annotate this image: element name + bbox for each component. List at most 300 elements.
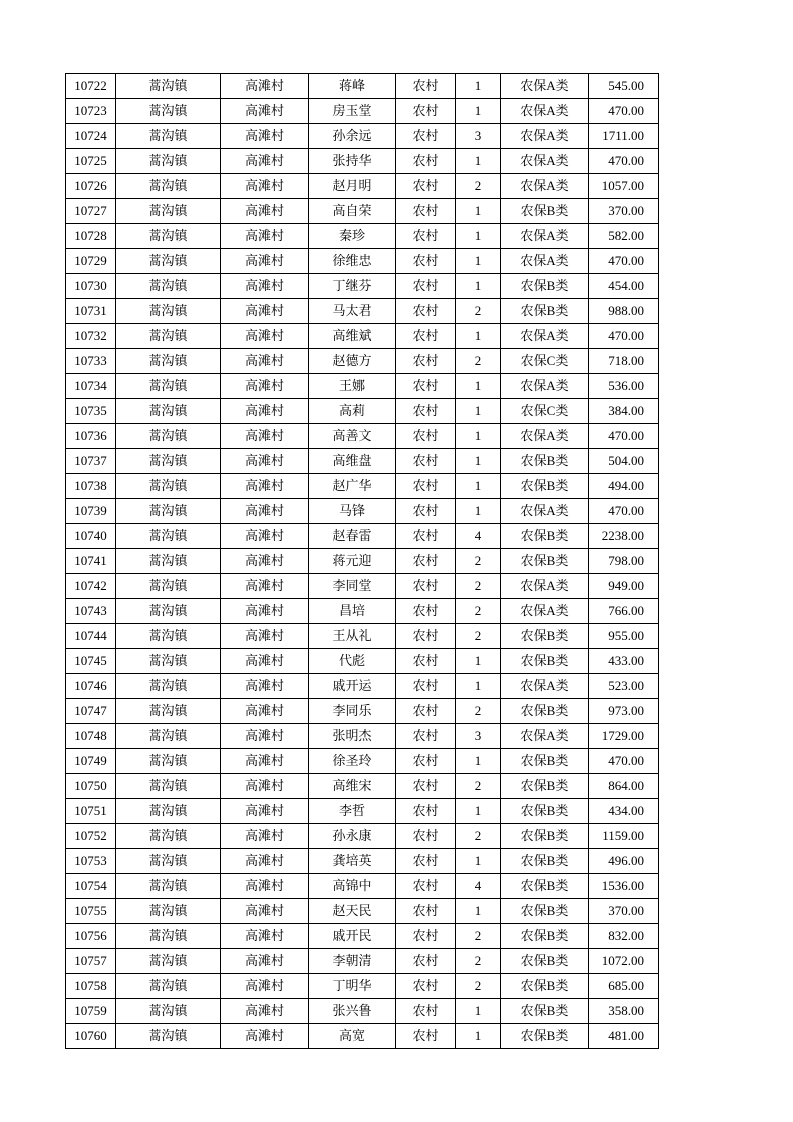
cell-amount: 470.00 — [589, 499, 659, 524]
table-row — [66, 899, 659, 924]
cell-type: 农村 — [396, 524, 456, 549]
cell-name: 徐圣玲 — [309, 749, 396, 774]
cell-town: 蒿沟镇 — [116, 449, 221, 474]
cell-name: 蒋峰 — [309, 74, 396, 99]
table-row — [66, 799, 659, 824]
cell-category: 农保C类 — [501, 349, 589, 374]
cell-village: 高滩村 — [221, 274, 309, 299]
cell-amount: 454.00 — [589, 274, 659, 299]
cell-village: 高滩村 — [221, 899, 309, 924]
table-row — [66, 1024, 659, 1049]
cell-category: 农保B类 — [501, 774, 589, 799]
cell-name: 高莉 — [309, 399, 396, 424]
cell-type: 农村 — [396, 199, 456, 224]
cell-type: 农村 — [396, 474, 456, 499]
cell-name: 蒋元迎 — [309, 549, 396, 574]
cell-amount: 370.00 — [589, 199, 659, 224]
table-row — [66, 424, 659, 449]
cell-village: 高滩村 — [221, 399, 309, 424]
cell-village: 高滩村 — [221, 224, 309, 249]
cell-town: 蒿沟镇 — [116, 549, 221, 574]
cell-name: 张兴鲁 — [309, 999, 396, 1024]
cell-type: 农村 — [396, 499, 456, 524]
table-row — [66, 374, 659, 399]
table-row — [66, 499, 659, 524]
cell-town: 蒿沟镇 — [116, 599, 221, 624]
cell-type: 农村 — [396, 999, 456, 1024]
cell-id: 10725 — [66, 149, 116, 174]
table-row — [66, 124, 659, 149]
cell-category: 农保A类 — [501, 149, 589, 174]
cell-count: 1 — [456, 149, 501, 174]
cell-id: 10750 — [66, 774, 116, 799]
table-row — [66, 149, 659, 174]
cell-category: 农保A类 — [501, 174, 589, 199]
cell-village: 高滩村 — [221, 799, 309, 824]
cell-id: 10729 — [66, 249, 116, 274]
cell-count: 1 — [456, 499, 501, 524]
cell-id: 10749 — [66, 749, 116, 774]
cell-category: 农保B类 — [501, 274, 589, 299]
cell-type: 农村 — [396, 374, 456, 399]
cell-category: 农保B类 — [501, 924, 589, 949]
cell-type: 农村 — [396, 224, 456, 249]
cell-name: 赵广华 — [309, 474, 396, 499]
cell-village: 高滩村 — [221, 474, 309, 499]
cell-count: 1 — [456, 399, 501, 424]
cell-id: 10746 — [66, 674, 116, 699]
cell-village: 高滩村 — [221, 749, 309, 774]
cell-count: 2 — [456, 299, 501, 324]
cell-village: 高滩村 — [221, 674, 309, 699]
cell-amount: 470.00 — [589, 749, 659, 774]
cell-town: 蒿沟镇 — [116, 474, 221, 499]
cell-village: 高滩村 — [221, 574, 309, 599]
cell-name: 王从礼 — [309, 624, 396, 649]
cell-town: 蒿沟镇 — [116, 924, 221, 949]
table-row — [66, 849, 659, 874]
cell-count: 2 — [456, 924, 501, 949]
cell-count: 1 — [456, 849, 501, 874]
cell-id: 10732 — [66, 324, 116, 349]
cell-town: 蒿沟镇 — [116, 149, 221, 174]
cell-id: 10756 — [66, 924, 116, 949]
cell-type: 农村 — [396, 124, 456, 149]
cell-town: 蒿沟镇 — [116, 499, 221, 524]
cell-name: 昌培 — [309, 599, 396, 624]
cell-id: 10754 — [66, 874, 116, 899]
cell-category: 农保B类 — [501, 1024, 589, 1049]
cell-type: 农村 — [396, 824, 456, 849]
cell-id: 10727 — [66, 199, 116, 224]
cell-village: 高滩村 — [221, 249, 309, 274]
cell-village: 高滩村 — [221, 874, 309, 899]
cell-type: 农村 — [396, 574, 456, 599]
cell-town: 蒿沟镇 — [116, 724, 221, 749]
cell-name: 高维斌 — [309, 324, 396, 349]
cell-town: 蒿沟镇 — [116, 849, 221, 874]
cell-count: 1 — [456, 424, 501, 449]
cell-amount: 988.00 — [589, 299, 659, 324]
cell-category: 农保A类 — [501, 424, 589, 449]
cell-category: 农保B类 — [501, 749, 589, 774]
cell-name: 张持华 — [309, 149, 396, 174]
cell-id: 10743 — [66, 599, 116, 624]
cell-type: 农村 — [396, 549, 456, 574]
cell-town: 蒿沟镇 — [116, 324, 221, 349]
cell-amount: 384.00 — [589, 399, 659, 424]
cell-type: 农村 — [396, 649, 456, 674]
cell-count: 1 — [456, 674, 501, 699]
cell-id: 10730 — [66, 274, 116, 299]
cell-type: 农村 — [396, 674, 456, 699]
cell-id: 10747 — [66, 699, 116, 724]
cell-type: 农村 — [396, 149, 456, 174]
cell-village: 高滩村 — [221, 699, 309, 724]
cell-count: 1 — [456, 324, 501, 349]
cell-count: 4 — [456, 524, 501, 549]
cell-count: 1 — [456, 474, 501, 499]
cell-count: 2 — [456, 824, 501, 849]
cell-category: 农保B类 — [501, 649, 589, 674]
table-row — [66, 524, 659, 549]
cell-type: 农村 — [396, 424, 456, 449]
cell-amount: 1536.00 — [589, 874, 659, 899]
cell-type: 农村 — [396, 849, 456, 874]
cell-village: 高滩村 — [221, 174, 309, 199]
cell-category: 农保A类 — [501, 374, 589, 399]
cell-amount: 798.00 — [589, 549, 659, 574]
cell-village: 高滩村 — [221, 99, 309, 124]
cell-town: 蒿沟镇 — [116, 299, 221, 324]
cell-village: 高滩村 — [221, 349, 309, 374]
cell-id: 10738 — [66, 474, 116, 499]
cell-amount: 496.00 — [589, 849, 659, 874]
table-row — [66, 924, 659, 949]
cell-category: 农保A类 — [501, 724, 589, 749]
table-row — [66, 774, 659, 799]
cell-amount: 470.00 — [589, 149, 659, 174]
cell-count: 2 — [456, 624, 501, 649]
cell-type: 农村 — [396, 899, 456, 924]
cell-amount: 1729.00 — [589, 724, 659, 749]
table-row — [66, 649, 659, 674]
cell-town: 蒿沟镇 — [116, 749, 221, 774]
cell-village: 高滩村 — [221, 324, 309, 349]
cell-count: 2 — [456, 949, 501, 974]
table-body — [66, 74, 659, 1049]
cell-count: 1 — [456, 899, 501, 924]
table-row — [66, 299, 659, 324]
cell-category: 农保B类 — [501, 949, 589, 974]
cell-town: 蒿沟镇 — [116, 899, 221, 924]
cell-amount: 864.00 — [589, 774, 659, 799]
cell-amount: 504.00 — [589, 449, 659, 474]
cell-name: 马太君 — [309, 299, 396, 324]
cell-amount: 470.00 — [589, 249, 659, 274]
cell-category: 农保A类 — [501, 99, 589, 124]
cell-town: 蒿沟镇 — [116, 649, 221, 674]
table-row — [66, 74, 659, 99]
cell-type: 农村 — [396, 924, 456, 949]
cell-town: 蒿沟镇 — [116, 624, 221, 649]
cell-amount: 358.00 — [589, 999, 659, 1024]
cell-name: 李朝清 — [309, 949, 396, 974]
cell-amount: 481.00 — [589, 1024, 659, 1049]
table-row — [66, 349, 659, 374]
cell-type: 农村 — [396, 774, 456, 799]
cell-town: 蒿沟镇 — [116, 774, 221, 799]
cell-name: 丁继芬 — [309, 274, 396, 299]
cell-count: 1 — [456, 74, 501, 99]
cell-category: 农保B类 — [501, 299, 589, 324]
table-row — [66, 274, 659, 299]
cell-village: 高滩村 — [221, 774, 309, 799]
cell-category: 农保B类 — [501, 874, 589, 899]
cell-village: 高滩村 — [221, 624, 309, 649]
cell-id: 10734 — [66, 374, 116, 399]
cell-amount: 536.00 — [589, 374, 659, 399]
table-row — [66, 399, 659, 424]
cell-amount: 1072.00 — [589, 949, 659, 974]
cell-village: 高滩村 — [221, 74, 309, 99]
cell-id: 10742 — [66, 574, 116, 599]
cell-village: 高滩村 — [221, 824, 309, 849]
cell-town: 蒿沟镇 — [116, 199, 221, 224]
cell-amount: 494.00 — [589, 474, 659, 499]
cell-category: 农保B类 — [501, 549, 589, 574]
cell-name: 孙永康 — [309, 824, 396, 849]
cell-id: 10755 — [66, 899, 116, 924]
cell-type: 农村 — [396, 624, 456, 649]
table-row — [66, 224, 659, 249]
cell-category: 农保A类 — [501, 324, 589, 349]
cell-village: 高滩村 — [221, 499, 309, 524]
cell-amount: 433.00 — [589, 649, 659, 674]
cell-village: 高滩村 — [221, 724, 309, 749]
cell-amount: 685.00 — [589, 974, 659, 999]
cell-count: 1 — [456, 274, 501, 299]
cell-amount: 1159.00 — [589, 824, 659, 849]
cell-count: 1 — [456, 199, 501, 224]
cell-count: 1 — [456, 224, 501, 249]
cell-type: 农村 — [396, 349, 456, 374]
cell-type: 农村 — [396, 949, 456, 974]
table-row — [66, 624, 659, 649]
cell-category: 农保A类 — [501, 599, 589, 624]
cell-type: 农村 — [396, 274, 456, 299]
cell-category: 农保B类 — [501, 699, 589, 724]
table-row — [66, 199, 659, 224]
cell-category: 农保B类 — [501, 624, 589, 649]
cell-category: 农保A类 — [501, 574, 589, 599]
cell-name: 李同堂 — [309, 574, 396, 599]
cell-count: 2 — [456, 699, 501, 724]
cell-count: 2 — [456, 549, 501, 574]
cell-town: 蒿沟镇 — [116, 274, 221, 299]
cell-count: 1 — [456, 1024, 501, 1049]
pension-benefits-table — [65, 73, 659, 1049]
cell-id: 10722 — [66, 74, 116, 99]
cell-amount: 523.00 — [589, 674, 659, 699]
cell-type: 农村 — [396, 249, 456, 274]
cell-town: 蒿沟镇 — [116, 99, 221, 124]
cell-count: 4 — [456, 874, 501, 899]
cell-count: 2 — [456, 599, 501, 624]
cell-type: 农村 — [396, 599, 456, 624]
cell-type: 农村 — [396, 174, 456, 199]
cell-town: 蒿沟镇 — [116, 874, 221, 899]
cell-amount: 2238.00 — [589, 524, 659, 549]
cell-name: 马锋 — [309, 499, 396, 524]
table-row — [66, 999, 659, 1024]
cell-type: 农村 — [396, 749, 456, 774]
cell-name: 李同乐 — [309, 699, 396, 724]
cell-town: 蒿沟镇 — [116, 524, 221, 549]
cell-village: 高滩村 — [221, 599, 309, 624]
cell-id: 10757 — [66, 949, 116, 974]
cell-name: 高善文 — [309, 424, 396, 449]
cell-id: 10740 — [66, 524, 116, 549]
cell-village: 高滩村 — [221, 649, 309, 674]
cell-town: 蒿沟镇 — [116, 74, 221, 99]
cell-town: 蒿沟镇 — [116, 374, 221, 399]
cell-village: 高滩村 — [221, 999, 309, 1024]
cell-count: 1 — [456, 799, 501, 824]
cell-category: 农保B类 — [501, 449, 589, 474]
cell-amount: 470.00 — [589, 424, 659, 449]
cell-town: 蒿沟镇 — [116, 974, 221, 999]
cell-id: 10739 — [66, 499, 116, 524]
cell-category: 农保B类 — [501, 849, 589, 874]
cell-id: 10751 — [66, 799, 116, 824]
cell-id: 10723 — [66, 99, 116, 124]
cell-name: 赵德方 — [309, 349, 396, 374]
cell-count: 1 — [456, 249, 501, 274]
cell-amount: 545.00 — [589, 74, 659, 99]
cell-category: 农保B类 — [501, 474, 589, 499]
cell-count: 1 — [456, 999, 501, 1024]
cell-amount: 949.00 — [589, 574, 659, 599]
cell-id: 10726 — [66, 174, 116, 199]
cell-type: 农村 — [396, 449, 456, 474]
cell-id: 10741 — [66, 549, 116, 574]
cell-town: 蒿沟镇 — [116, 949, 221, 974]
cell-id: 10752 — [66, 824, 116, 849]
cell-town: 蒿沟镇 — [116, 674, 221, 699]
cell-category: 农保B类 — [501, 524, 589, 549]
table-row — [66, 599, 659, 624]
table-row — [66, 449, 659, 474]
cell-name: 张明杰 — [309, 724, 396, 749]
cell-type: 农村 — [396, 74, 456, 99]
cell-amount: 718.00 — [589, 349, 659, 374]
cell-town: 蒿沟镇 — [116, 699, 221, 724]
cell-village: 高滩村 — [221, 924, 309, 949]
cell-name: 赵月明 — [309, 174, 396, 199]
table-row — [66, 174, 659, 199]
cell-name: 代彪 — [309, 649, 396, 674]
cell-id: 10745 — [66, 649, 116, 674]
table-row — [66, 974, 659, 999]
cell-name: 孙余远 — [309, 124, 396, 149]
table-row — [66, 674, 659, 699]
cell-village: 高滩村 — [221, 849, 309, 874]
cell-id: 10753 — [66, 849, 116, 874]
cell-id: 10758 — [66, 974, 116, 999]
cell-town: 蒿沟镇 — [116, 574, 221, 599]
cell-village: 高滩村 — [221, 424, 309, 449]
cell-name: 高维盘 — [309, 449, 396, 474]
cell-amount: 470.00 — [589, 99, 659, 124]
table-row — [66, 724, 659, 749]
cell-category: 农保A类 — [501, 249, 589, 274]
cell-town: 蒿沟镇 — [116, 224, 221, 249]
cell-village: 高滩村 — [221, 149, 309, 174]
cell-name: 高自荣 — [309, 199, 396, 224]
cell-village: 高滩村 — [221, 1024, 309, 1049]
cell-type: 农村 — [396, 1024, 456, 1049]
table-row — [66, 699, 659, 724]
cell-category: 农保B类 — [501, 799, 589, 824]
cell-count: 3 — [456, 724, 501, 749]
table-row — [66, 249, 659, 274]
cell-category: 农保C类 — [501, 399, 589, 424]
cell-category: 农保A类 — [501, 224, 589, 249]
cell-count: 2 — [456, 349, 501, 374]
cell-count: 1 — [456, 449, 501, 474]
cell-village: 高滩村 — [221, 974, 309, 999]
cell-amount: 470.00 — [589, 324, 659, 349]
cell-id: 10748 — [66, 724, 116, 749]
cell-type: 农村 — [396, 299, 456, 324]
cell-amount: 1711.00 — [589, 124, 659, 149]
cell-id: 10744 — [66, 624, 116, 649]
cell-count: 1 — [456, 374, 501, 399]
cell-name: 赵春雷 — [309, 524, 396, 549]
table-row — [66, 749, 659, 774]
cell-town: 蒿沟镇 — [116, 999, 221, 1024]
cell-name: 房玉堂 — [309, 99, 396, 124]
cell-name: 戚开运 — [309, 674, 396, 699]
cell-amount: 973.00 — [589, 699, 659, 724]
cell-id: 10736 — [66, 424, 116, 449]
cell-id: 10759 — [66, 999, 116, 1024]
cell-village: 高滩村 — [221, 299, 309, 324]
cell-category: 农保A类 — [501, 74, 589, 99]
cell-category: 农保B类 — [501, 999, 589, 1024]
cell-category: 农保A类 — [501, 124, 589, 149]
cell-name: 龚培英 — [309, 849, 396, 874]
cell-category: 农保B类 — [501, 824, 589, 849]
cell-town: 蒿沟镇 — [116, 1024, 221, 1049]
cell-id: 10737 — [66, 449, 116, 474]
cell-id: 10735 — [66, 399, 116, 424]
cell-type: 农村 — [396, 324, 456, 349]
table-row — [66, 874, 659, 899]
cell-amount: 955.00 — [589, 624, 659, 649]
cell-id: 10760 — [66, 1024, 116, 1049]
cell-town: 蒿沟镇 — [116, 249, 221, 274]
cell-count: 2 — [456, 774, 501, 799]
cell-town: 蒿沟镇 — [116, 124, 221, 149]
cell-count: 2 — [456, 574, 501, 599]
cell-amount: 766.00 — [589, 599, 659, 624]
cell-name: 秦珍 — [309, 224, 396, 249]
cell-type: 农村 — [396, 874, 456, 899]
cell-category: 农保B类 — [501, 899, 589, 924]
cell-name: 赵天民 — [309, 899, 396, 924]
